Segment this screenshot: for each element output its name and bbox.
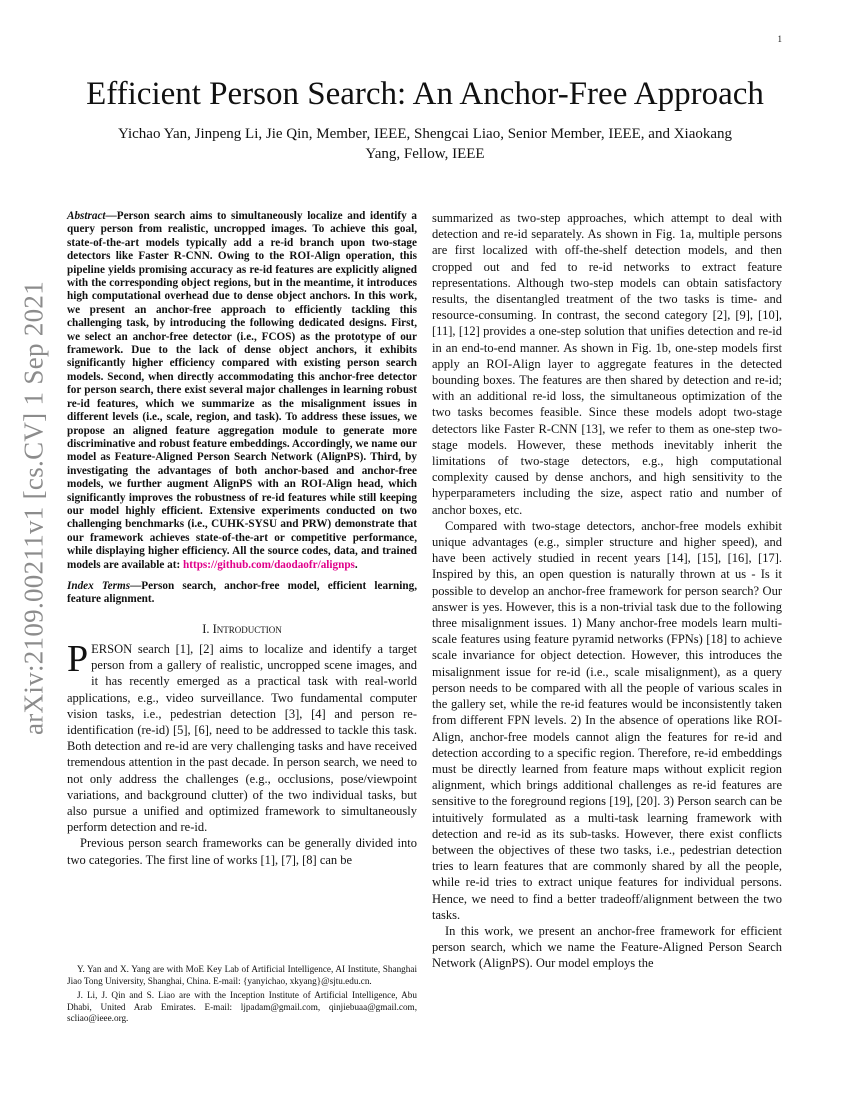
drop-cap: P (67, 637, 89, 680)
abstract-lead: Abstract (67, 210, 106, 222)
intro-body (67, 637, 417, 868)
code-link[interactable]: https://github.com/daodaofr/alignps (183, 558, 355, 571)
right-paragraph-1: summarized as two-step approaches, which attempt to deal with detection and re-id separately. As shown in Fig. 1a, multiple persons are first localized with off-the-shelf detection models, and then cropped out and fed to re-id networks to extract feature representations. Although two-step models can obtain satisfactory results, the disentangled treatment of the two tasks is time- and resource-consuming. In contrast, the second category [2], [9], [10], [11], [12] provides a one-step solution that unifies detection and re-id in an end-to-end manner. As shown in Fig. 1b, one-step models first apply an ROI-Align layer to aggregate features in the detected bounding boxes. The features are then shared by detection and re-id; with an additional re-id loss, the simultaneous optimization of the two tasks becomes feasible. Since these models adopt two-stage detectors like Faster R-CNN [13], we refer to them as one-step two-stage models. However, these methods inevitably inherit the limitations of two-stage detectors, e.g., high computational complexity caused by dense anchors, and high sensitivity to the hyperparameters including the size, aspect ratio and number of anchor boxes, etc. (432, 211, 782, 517)
intro-paragraph-1 (67, 637, 417, 835)
page-number: 1 (777, 34, 782, 44)
footnote-2: J. Li, J. Qin and S. Liao are with the Inception Institute of Artificial Intelligence, Abu Dhabi, United Arab Emirates. E-mail: ljpadam@gmail.com, qinjiebuaa@gmail.com, scliao@ieee.org. (67, 990, 417, 1023)
intro-paragraph-1-text: ERSON search [1], [2] aims to localize and identify a target person from a gallery of realistic, uncropped scene images, and it has recently emerged as a practical task with real-world applications, e.g., video surveillance. Two fundamental computer vision tasks, i.e., pedestrian detection [3], [4] and person re-identification (re-id) [5], [6], need to be addressed to tackle this task. Both detection and re-id are very challenging tasks and have received tremendous attention in the past decade. In person search, we need to not only address the challenges (e.g., occlusions, pose/viewpoint variations, and background clutter) of the two individual tasks, but also pursue a unified and optimized framework to simultaneously perform detection and re-id. (67, 641, 417, 835)
index-terms (67, 580, 417, 607)
right-paragraph-3: In this work, we present an anchor-free framework for efficient person search, which we name the Feature-Aligned Person Search Network (AlignPS). Our model employs the (432, 923, 782, 971)
abstract: Abstract—Person search aims to simultaneously localize and identify a query person from realistic, uncropped images. To achieve this goal, state-of-the-art models typically add a re-id branch upon two-stage detectors like Faster R-CNN. Owing to the ROI-Align operation, this pipeline yields promising accuracy as re-id features are explicitly aligned with the corresponding object regions, but in the meantime, it introduces high computational overhead due to dense object anchors. In this work, we present an anchor-free approach to efficiently tackling this challenging task, by introducing the following dedicated designs. First, we select an anchor-free detector (i.e., FCOS) as the prototype of our framework. Due to the lack of dense object anchors, it exhibits significantly higher efficiency compared with existing person search models. Second, when directly accommodating this anchor-free detector for person search, there exist several major challenges in learning robust re-id features, which we summarize as the misalignment issues in different levels (i.e., scale, region, and task). To address these issues, we propose an aligned feature aggregation module to generate more discriminative and robust feature embeddings. Accordingly, we name our model as Feature-Aligned Person Search Network (AlignPS). Third, by investigating the advantages of both anchor-based and anchor-free models, we further augment AlignPS with an ROI-Align head, which significantly improves the robustness of re-id features while still keeping our model highly efficient. Extensive experiments conducted on two challenging benchmarks (i.e., CUHK-SYSU and PRW) demonstrate that our framework achieves state-of-the-art or competitive performance, while displaying higher efficiency. All the source codes, data, and trained models are available at: https://github.com/daodaofr/alignps. (67, 210, 417, 571)
paper-title: Efficient Person Search: An Anchor-Free Approach (86, 76, 764, 112)
intro-paragraph-2: Previous person search frameworks can be generally divided into two categories. The first line of works [1], [7], [8] can be (67, 836, 417, 867)
index-terms-lead: Index Terms (67, 579, 131, 592)
right-column (432, 210, 782, 972)
author-list (60, 124, 790, 164)
footnotes (67, 964, 417, 1028)
arxiv-id: arXiv:2109.00211v1 [cs.CV] 1 Sep 2021 (18, 280, 49, 736)
author-line-2: Yang, Fellow, IEEE (365, 146, 485, 162)
arxiv-stamp (14, 280, 54, 736)
author-line-1: Yichao Yan, Jinpeng Li, Jie Qin, Member, IEEE, Shengcai Liao, Senior Member, IEEE, and Xiaokang (117, 126, 733, 142)
section-heading: I. Introduction (202, 621, 282, 636)
index-terms-text: —Person search, anchor-free model, efficient learning, feature alignment. (67, 579, 417, 606)
footnote-1: Y. Yan and X. Yang are with MoE Key Lab of Artificial Intelligence, AI Institute, Shanghai Jiao Tong University, Shanghai, China. E-mail: {yanyichao, xkyang}@sjtu.edu.cn. (67, 964, 417, 986)
abstract-text: —Person search aims to simultaneously localize and identify a query person from realistic, uncropped images. To achieve this goal, state-of-the-art models typically add a re-id branch upon two-stage detectors like Faster R-CNN. Owing to the ROI-Align operation, this pipeline yields promising accuracy as re-id features are explicitly aligned with the corresponding object regions, but in the meantime, it introduces high computational overhead due to dense object anchors. In this work, we present an anchor-free approach to efficiently tackling this challenging task, by introducing the following dedicated designs. First, we select an anchor-free detector (i.e., FCOS) as the prototype of our framework. Due to the lack of dense object anchors, it exhibits significantly higher efficiency compared with existing person search models. Second, when directly accommodating this anchor-free detector for person search, there exist several major challenges in learning robust re-id features, which we summarize as the misalignment issues in different levels (i.e., scale, region, and task). To address these issues, we propose an aligned feature aggregation module to generate more discriminative and robust feature embeddings. Accordingly, we name our model as Feature-Aligned Person Search Network (AlignPS). Third, by investigating the advantages of both anchor-based and anchor-free models, we further augment AlignPS with an ROI-Align head, which significantly improves the robustness of re-id features while still keeping our model highly efficient. Extensive experiments conducted on two challenging benchmarks (i.e., CUHK-SYSU and PRW) demonstrate that our framework achieves state-of-the-art or competitive performance, while displaying higher efficiency. All the source codes, data, and trained models are available at: (67, 210, 417, 571)
left-column (67, 210, 417, 868)
right-paragraph-2: Compared with two-stage detectors, anchor-free models exhibit unique advantages (e.g., simpler structure and higher speed), and have been actively studied in recent years [14], [15], [16], [17]. Inspired by this, an open question is naturally thrown at us - Is it possible to develop an anchor-free framework for person search? Our answer is yes. However, this is a non-trivial task due to the following three misalignment issues. 1) Many anchor-free models learn multi-scale features using feature pyramid networks (FPNs) [18] to achieve scale invariance for object detection. However, this introduces the misalignment issue for re-id (i.e., scale misalignment), as a query person needs to be compared with all the people of various scales in the gallery set, while the re-id features would be inconsistently taken from different FPN levels. 2) In the absence of operations like ROI-Align, anchor-free models cannot align the features for re-id and detection according to a specific region. Therefore, re-id embeddings must be directly learned from feature maps without explicit region alignment, which brings additional challenges as re-id features are sensitive to the foreground regions [19], [20]. 3) Person search can be intuitively formulated as a multi-task learning framework with detection and re-id as its sub-tasks. However, there exist conflicts between the objectives of these two tasks, i.e., pedestrian detection tries to learn features that are commonly shared by all the people, while re-id tries to extract unique features for individual persons. Hence, we need to find a better tradeoff/alignment between the two tasks. (432, 518, 782, 922)
